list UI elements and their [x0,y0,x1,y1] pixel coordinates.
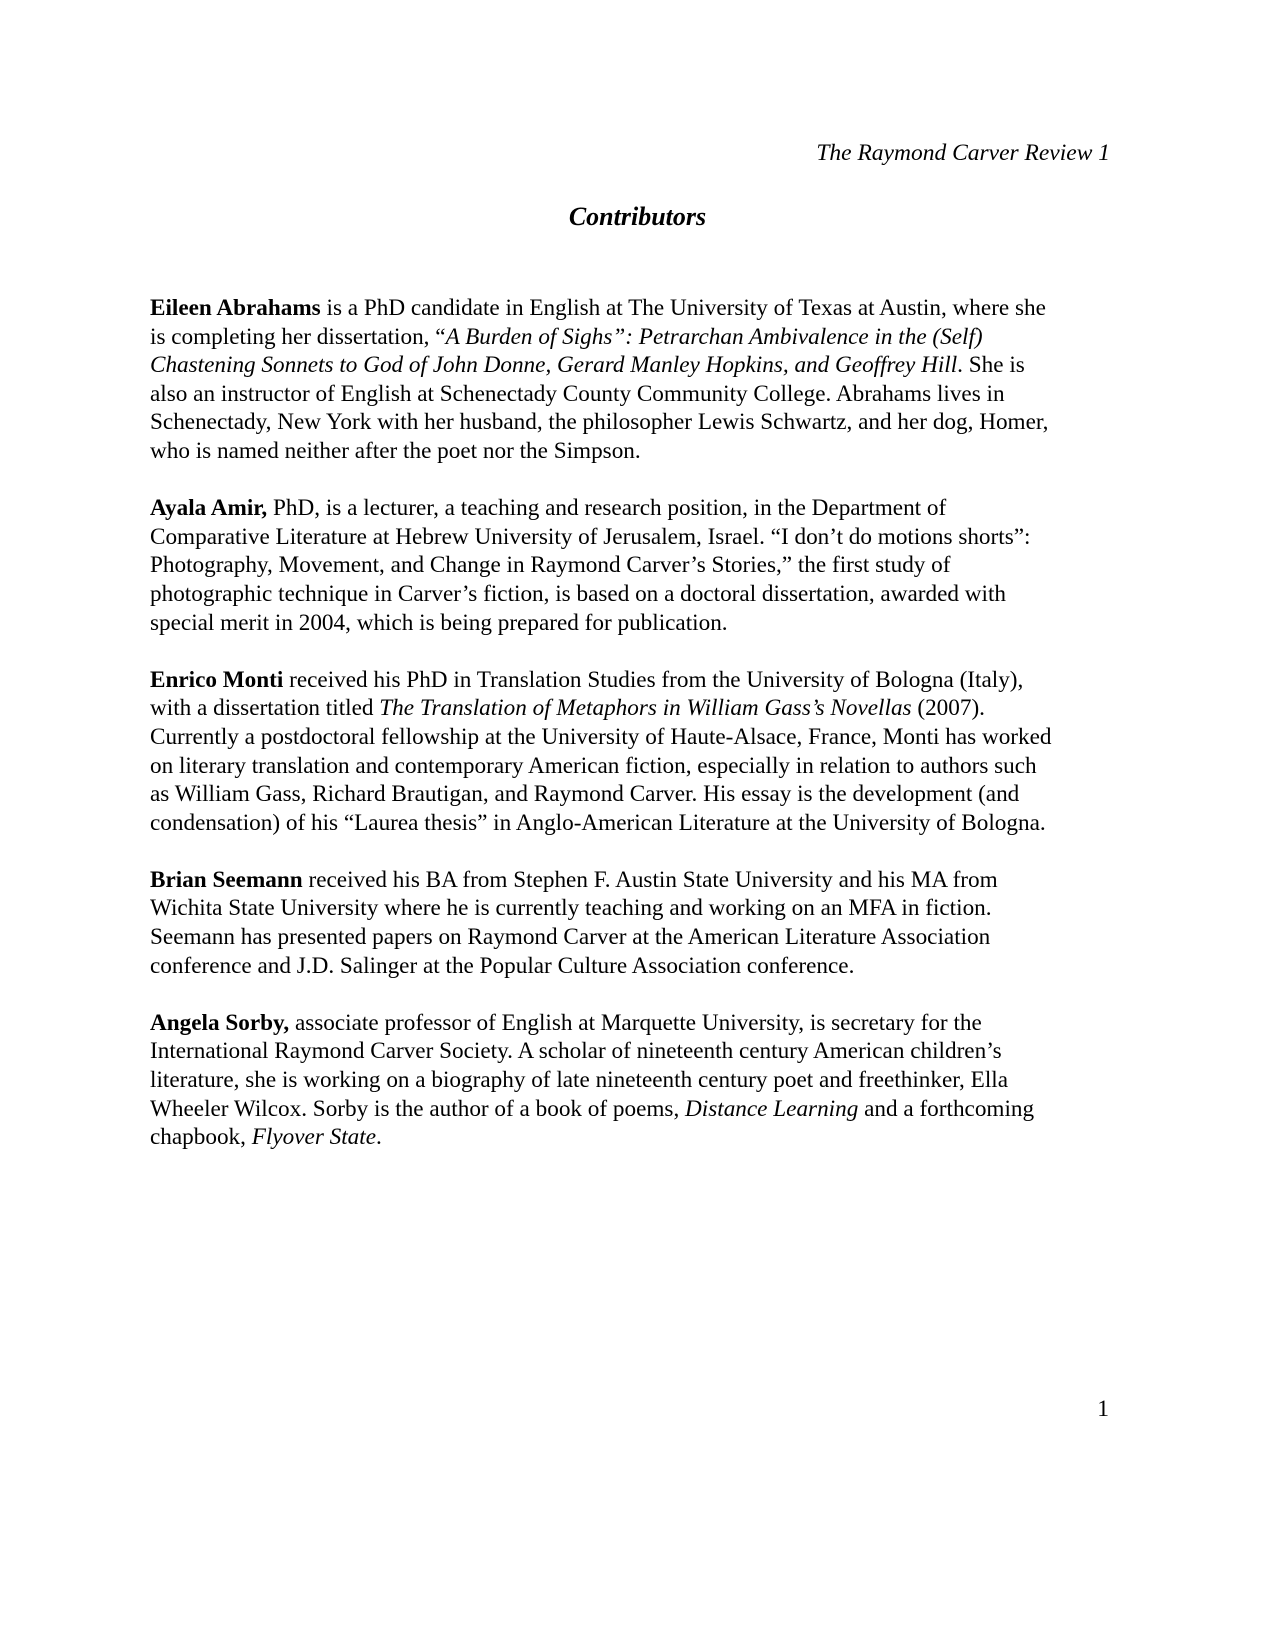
bio-text: chapbook, [150,1124,252,1151]
bio-text: associate professor of English at Marquette University, is secretary for the [289,1009,982,1036]
bio-line [150,351,1125,380]
bio-text: and a forthcoming [858,1095,1035,1122]
bio-line: also an instructor of English at Schenectady County Community College. Abrahams lives in [150,380,1005,407]
bio-line: as William Gass, Richard Brautigan, and Raymond Carver. His essay is the development (and [150,781,1020,808]
bio-line: Comparative Literature at Hebrew University of Jerusalem, Israel. “I don’t do motions shorts”: [150,523,1031,550]
bio-text: PhD, is a lecturer, a teaching and research position, in the Department of [267,495,947,522]
bio-text: received his PhD in Translation Studies from the University of Bologna (Italy), [283,666,1024,693]
dissertation-title: Chastening Sonnets to God of John Donne, Gerard Manley Hopkins, and Geoffrey Hill [150,352,958,379]
book-title: Flyover State [251,1124,377,1151]
contributor-bio-sorby [150,1009,1125,1152]
bio-text: . She is [957,352,1025,379]
bio-line [150,294,1125,323]
bio-line [150,1095,1125,1124]
contributor-name: Enrico Monti [150,666,284,693]
bio-line: who is named neither after the poet nor the Simpson. [150,437,641,464]
bio-line [150,1009,1125,1038]
bio-text: is a PhD candidate in English at The University of Texas at Austin, where she [320,295,1046,321]
bio-line [150,323,1125,352]
contributor-list [150,294,1125,1180]
bio-line: condensation) of his “Laurea thesis” in Anglo-American Literature at the University of Bologna. [150,809,1046,836]
bio-line: conference and J.D. Salinger at the Popular Culture Association conference. [150,952,855,979]
contributor-bio-monti [150,666,1125,838]
running-header: The Raymond Carver Review 1 [816,140,1110,166]
page-title: Contributors [568,202,707,231]
bio-text: with a dissertation titled [150,695,380,722]
bio-line [150,1123,1125,1152]
dissertation-title: A Burden of Sighs”: Petrarchan Ambivalence in the (Self) [445,323,983,350]
contributor-name: Eileen Abrahams [150,295,321,321]
bio-line [150,694,1125,723]
contributor-bio-abrahams [150,294,1125,466]
bio-line: Currently a postdoctoral fellowship at the University of Haute-Alsace, France, Monti has worked [150,723,1052,750]
bio-line: Wichita State University where he is currently teaching and working on an MFA in fiction. [150,895,992,922]
bio-line: Schenectady, New York with her husband, the philosopher Lewis Schwartz, and her dog, Homer, [150,409,1049,436]
bio-line: Photography, Movement, and Change in Raymond Carver’s Stories,” the first study of [150,552,951,579]
bio-line: Seemann has presented papers on Raymond Carver at the American Literature Association [150,924,991,951]
contributor-name: Brian Seemann [150,866,303,893]
bio-line: photographic technique in Carver’s fiction, is based on a doctoral dissertation, awarded with [150,580,1006,607]
bio-line: special merit in 2004, which is being prepared for publication. [150,609,728,636]
bio-line: literature, she is working on a biography of late nineteenth century poet and freethinker, Ella [150,1067,1008,1094]
bio-text: . [376,1124,382,1151]
bio-text: is completing her dissertation, “ [150,323,446,350]
contributor-name: Angela Sorby, [150,1009,290,1036]
contributor-bio-amir [150,494,1125,637]
bio-line: International Raymond Carver Society. A scholar of nineteenth century American children’s [150,1038,1002,1065]
bio-text: (2007). [911,695,985,722]
bio-text: received his BA from Stephen F. Austin State University and his MA from [302,866,998,893]
bio-line: on literary translation and contemporary American fiction, especially in relation to authors such [150,752,1037,779]
contributor-name: Ayala Amir, [150,495,268,522]
page-number: 1 [1097,1396,1109,1422]
bio-line [150,666,1125,695]
dissertation-title: The Translation of Metaphors in William Gass’s Novellas [379,695,912,722]
bio-text: Wheeler Wilcox. Sorby is the author of a book of poems, [150,1095,686,1122]
bio-line [150,494,1125,523]
bio-line [150,866,1125,895]
contributor-bio-seemann [150,866,1125,980]
book-title: Distance Learning [685,1095,859,1122]
